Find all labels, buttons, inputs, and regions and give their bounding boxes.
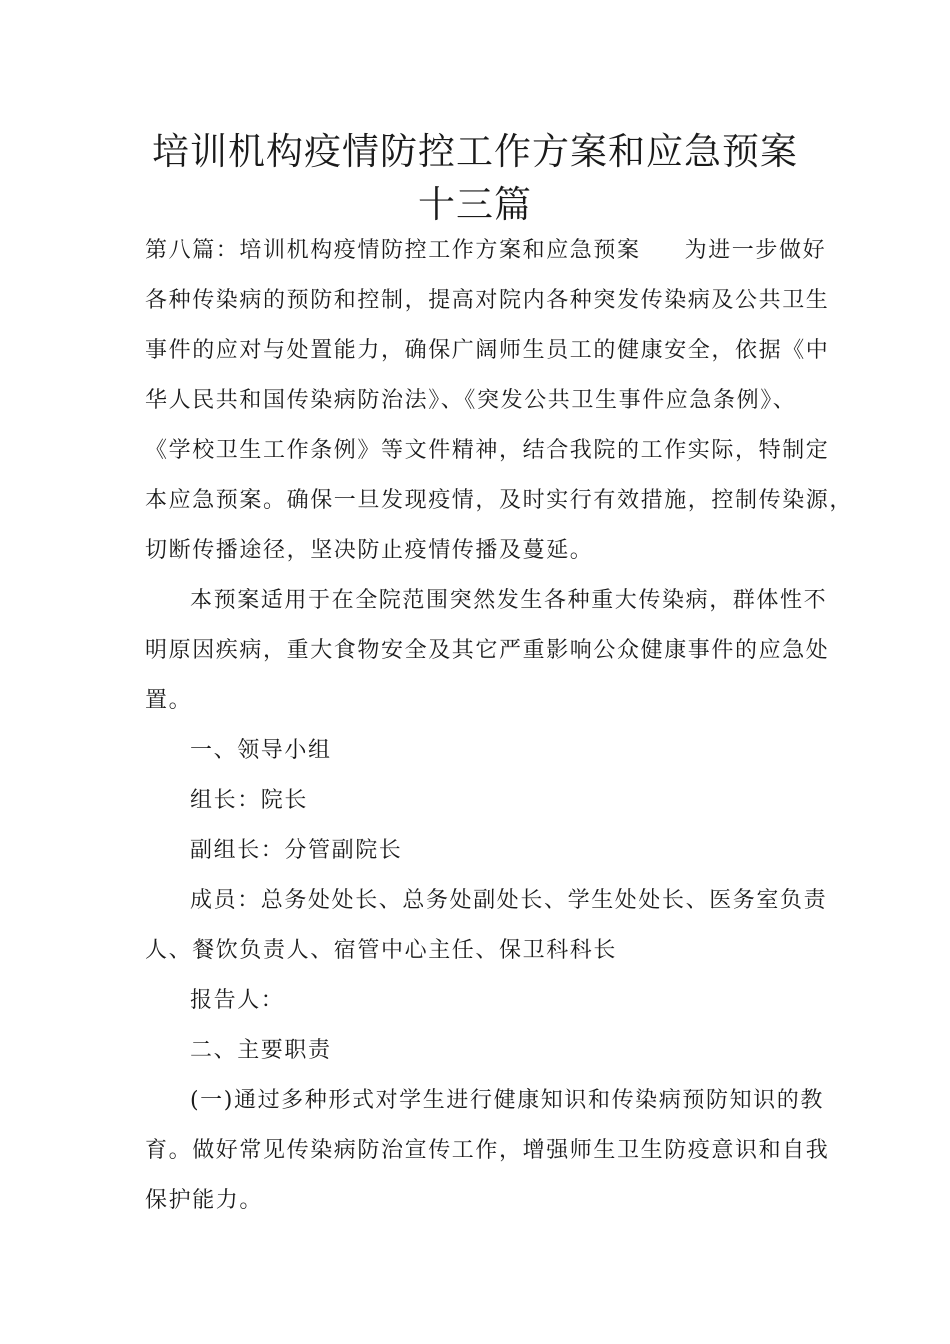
- intro-line: 华人民共和国传染病防治法》、《突发公共卫生事件应急条例》、: [145, 388, 797, 413]
- scope-line: 本预案适用于在全院范围突然发生各种重大传染病，群体性不: [190, 588, 828, 613]
- members-line: 成员：总务处处长、总务处副处长、学生处处长、医务室负责: [190, 888, 828, 913]
- document-title-line-1: 培训机构疫情防控工作方案和应急预案: [152, 130, 798, 173]
- intro-line: 为进一步做好: [684, 238, 827, 263]
- section-1-heading: 一、领导小组: [190, 738, 332, 763]
- leader-line: 组长：院长: [190, 788, 309, 813]
- members-line: 人、餐饮负责人、宿管中心主任、保卫科科长: [145, 938, 618, 963]
- document-title-line-2: 十三篇: [418, 183, 532, 226]
- section-2-heading: 二、主要职责: [190, 1038, 332, 1063]
- deputy-leader-line: 副组长：分管副院长: [190, 838, 403, 863]
- section-heading: 第八篇：培训机构疫情防控工作方案和应急预案: [145, 238, 641, 263]
- intro-line: 事件的应对与处置能力，确保广阔师生员工的健康安全，依据《中: [145, 338, 830, 363]
- reporter-line: 报告人：: [190, 988, 285, 1013]
- duty-1-line: 保护能力。: [145, 1188, 264, 1213]
- scope-line: 置。: [145, 688, 193, 713]
- intro-line: 各种传染病的预防和控制，提高对院内各种突发传染病及公共卫生: [145, 288, 830, 313]
- intro-line: 切断传播途径，坚决防止疫情传播及蔓延。: [145, 538, 594, 563]
- duty-1-line: (一)通过多种形式对学生进行健康知识和传染病预防知识的教: [190, 1088, 824, 1113]
- intro-first-line: [145, 226, 826, 276]
- intro-line: 《学校卫生工作条例》等文件精神，结合我院的工作实际，特制定: [145, 438, 830, 463]
- scope-line: 明原因疾病，重大食物安全及其它严重影响公众健康事件的应急处: [145, 638, 830, 663]
- duty-1-line: 育。做好常见传染病防治宣传工作，增强师生卫生防疫意识和自我: [145, 1138, 830, 1163]
- intro-line: 本应急预案。确保一旦发现疫情，及时实行有效措施，控制传染源，: [145, 488, 854, 513]
